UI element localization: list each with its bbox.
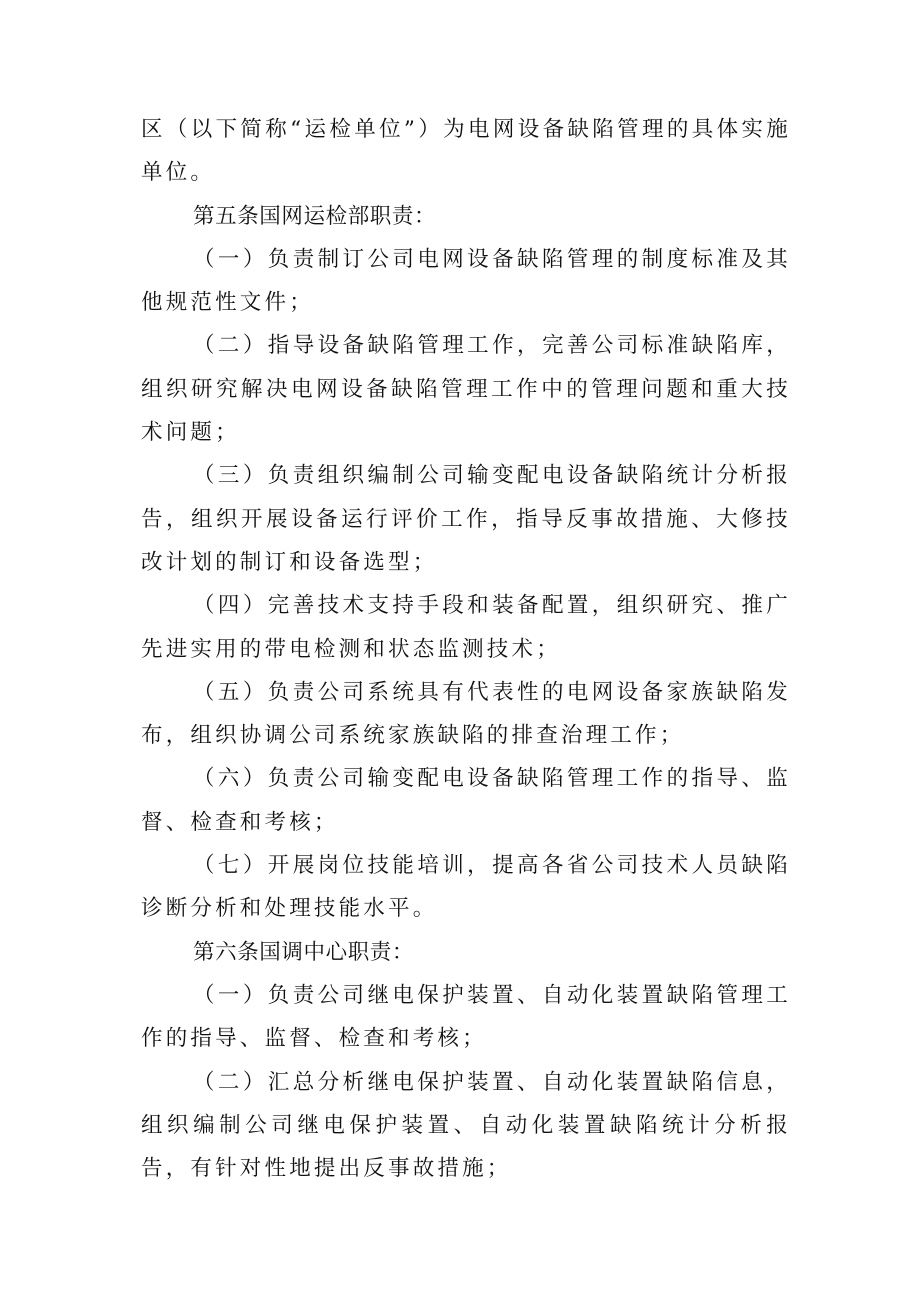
article-5-item-1: （一）负责制订公司电网设备缺陷管理的制度标准及其他规范性文件； [141, 246, 791, 316]
article-6-item-1: （一）负责公司继电保护装置、自动化装置缺陷管理工作的指导、监督、检查和考核； [141, 982, 791, 1052]
continuation-paragraph: 区（以下简称“运检单位”）为电网设备缺陷管理的具体实施单位。 [141, 117, 791, 186]
document-body [141, 108, 791, 1190]
article-5-heading: 第五条国网运检部职责： [193, 203, 437, 229]
article-6-item-2: （二）汇总分析继电保护装置、自动化装置缺陷信息，组织编制公司继电保护装置、自动化装置缺陷统计分析报告，有针对性地提出反事故措施； [141, 1069, 791, 1182]
article-6-heading: 第六条国调中心职责： [193, 939, 415, 965]
article-5-item-6: （六）负责公司输变配电设备缺陷管理工作的指导、监督、检查和考核； [141, 766, 791, 835]
article-5-item-2: （二）指导设备缺陷管理工作，完善公司标准缺陷库，组织研究解决电网设备缺陷管理工作中的管理问题和重大技术问题； [141, 333, 791, 446]
article-5-item-7: （七）开展岗位技能培训，提高各省公司技术人员缺陷诊断分析和处理技能水平。 [141, 853, 791, 922]
article-5-item-4: （四）完善技术支持手段和装备配置，组织研究、推广先进实用的带电检测和状态监测技术； [141, 593, 791, 662]
article-5-item-3: （三）负责组织编制公司输变配电设备缺陷统计分析报告，组织开展设备运行评价工作，指导反事故措施、大修技改计划的制订和设备选型； [141, 463, 791, 575]
article-5-item-5: （五）负责公司系统具有代表性的电网设备家族缺陷发布，组织协调公司系统家族缺陷的排查治理工作； [141, 679, 791, 749]
